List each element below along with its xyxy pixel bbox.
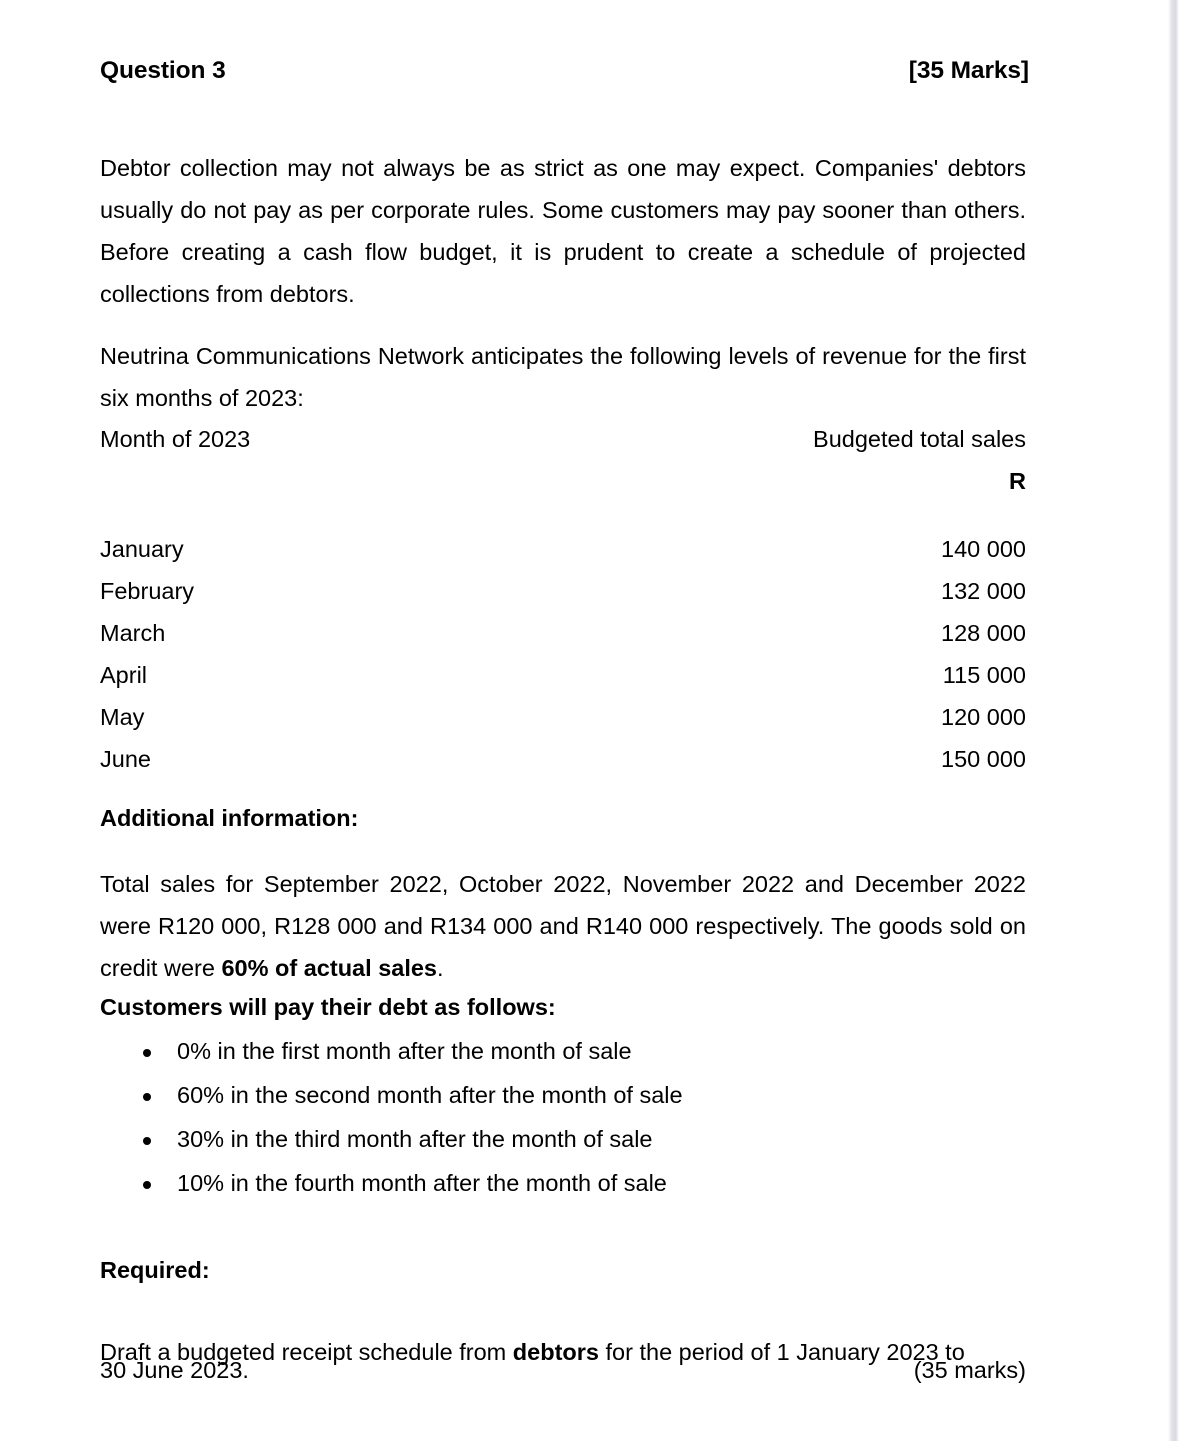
table-header-month: Month of 2023 xyxy=(100,426,251,452)
question-header xyxy=(100,57,1029,85)
row-month-label: May xyxy=(100,704,145,730)
revenue-table xyxy=(100,418,1026,780)
row-amount-value: 120 000 xyxy=(941,704,1026,730)
table-header-row xyxy=(100,418,1026,460)
intro-paragraph: Debtor collection may not always be as strict as one may expect. Companies' debtors usually do not pay as per corporate rules. Some customers may pay sooner than others. Before creating a cash flow budget, it is prudent to create a schedule of projected collections from debtors. xyxy=(100,154,1026,307)
row-amount-value: 150 000 xyxy=(941,746,1026,772)
row-month-label: June xyxy=(100,746,151,772)
row-month-label: February xyxy=(100,578,195,604)
row-amount-value: 132 000 xyxy=(941,578,1026,604)
row-amount-value: 128 000 xyxy=(941,620,1026,646)
list-item: 60% in the second month after the month of sale xyxy=(100,1073,1026,1117)
required-last-line xyxy=(100,1349,1026,1391)
currency-symbol: R xyxy=(1009,468,1026,494)
list-item: 30% in the third month after the month of sale xyxy=(100,1117,1026,1161)
table-gap xyxy=(100,502,1026,528)
table-header-amount: Budgeted total sales xyxy=(813,426,1026,452)
row-month-label: April xyxy=(100,662,148,688)
required-text-part1: Draft a budgeted receipt schedule from xyxy=(100,1338,513,1365)
table-currency-row xyxy=(100,460,1026,502)
required-text-part2: for the period of 1 January 2023 to xyxy=(598,1338,965,1365)
row-amount-value: 140 000 xyxy=(941,536,1026,562)
row-month-label: March xyxy=(100,620,166,646)
table-row xyxy=(100,696,1026,738)
page-title: Question 3 xyxy=(100,57,226,84)
required-heading: Required: xyxy=(100,1257,210,1283)
required-marks: (35 marks) xyxy=(913,1357,1026,1383)
row-month-label: January xyxy=(100,536,184,562)
additional-text-emphasis: 60% of actual sales xyxy=(221,954,437,981)
additional-information-paragraph xyxy=(100,863,1026,989)
additional-text-part2: . xyxy=(437,954,444,981)
additional-information-heading: Additional information: xyxy=(100,805,359,831)
payment-terms-list xyxy=(100,1029,1026,1205)
revenue-intro-paragraph: Neutrina Communications Network anticipates the following levels of revenue for the first six months of 2023: xyxy=(100,342,1026,411)
table-row xyxy=(100,738,1026,780)
table-row xyxy=(100,528,1026,570)
list-item: 0% in the first month after the month of sale xyxy=(100,1029,1026,1073)
total-marks-badge: [35 Marks] xyxy=(908,57,1029,84)
required-end-date: 30 June 2023. xyxy=(100,1357,249,1383)
row-amount-value: 115 000 xyxy=(942,662,1026,688)
document-page xyxy=(100,0,1029,1441)
list-item: 10% in the fourth month after the month of sale xyxy=(100,1161,1026,1205)
required-text-emphasis: debtors xyxy=(512,1338,599,1365)
table-row xyxy=(100,654,1026,696)
page-edge-shadow xyxy=(1168,0,1179,1441)
table-row xyxy=(100,570,1026,612)
payment-terms-heading: Customers will pay their debt as follows: xyxy=(100,994,556,1020)
table-row xyxy=(100,612,1026,654)
additional-text-part1: Total sales for September 2022, October 2022, November 2022 and December 2022 were R120 000, R128 000 and R134 000 and R140 000 respectively. The goods sold on credit were xyxy=(100,870,1026,981)
